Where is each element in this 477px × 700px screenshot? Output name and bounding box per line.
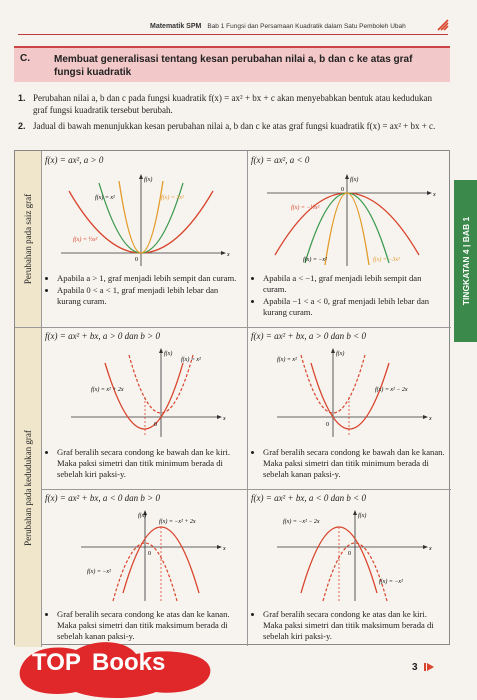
graph-a-neg-b-pos bbox=[41, 509, 247, 604]
bullet-point: • Apabila a < −1, graf menjadi lebih sempit dan curam. bbox=[263, 273, 447, 295]
svg-text:f(x) = −3x²: f(x) = −3x² bbox=[373, 257, 400, 263]
table-cell-a-pos-b-pos bbox=[41, 327, 247, 489]
svg-text:f(x) = x²: f(x) = x² bbox=[277, 357, 297, 363]
header-rule bbox=[18, 34, 448, 35]
effects-table bbox=[14, 150, 450, 645]
svg-text:f(x) = 3x²: f(x) = 3x² bbox=[161, 195, 184, 201]
bullet-point: • Apabila −1 < a < 0, graf menjadi lebih lebar dan kurang curam. bbox=[263, 296, 447, 318]
question-1 bbox=[18, 92, 448, 116]
cell-title: f(x) = ax² + bx, a > 0 dan b < 0 bbox=[251, 331, 366, 341]
svg-text:f(x): f(x) bbox=[138, 513, 147, 519]
table-cell-a-negative bbox=[247, 151, 451, 327]
row-label-size: Perubahan pada saiz graf bbox=[15, 151, 42, 327]
question-2 bbox=[18, 120, 448, 144]
cell-description bbox=[47, 273, 243, 308]
cell-description bbox=[47, 447, 243, 481]
question-text: Jadual di bawah menunjukkan kesan perubahan nilai a, b dan c ke atas graf fungsi kuadratik f(x) = ax² + bx + c. bbox=[33, 121, 436, 131]
bullet-point: • Graf beralih secara condong ke bawah dan ke kiri. Maka paksi simetri dan titik minimum berada di sebelah kiri paksi-y. bbox=[57, 447, 243, 480]
page-arrow-icon bbox=[424, 662, 434, 672]
bullet-point: • Apabila a > 1, graf menjadi lebih sempit dan curam. bbox=[57, 273, 243, 284]
graph-a-pos-b-pos bbox=[41, 347, 247, 442]
cell-title: f(x) = ax² + bx, a < 0 dan b < 0 bbox=[251, 493, 366, 503]
svg-text:0: 0 bbox=[341, 187, 344, 193]
publisher-mark-icon bbox=[436, 18, 450, 32]
bullet-point: • Graf beralih secara condong ke atas dan ke kiri. Maka paksi simetri dan titik maksimum berada di sebelah kiri paksi-y. bbox=[263, 609, 447, 642]
table-cell-a-neg-b-neg bbox=[247, 489, 451, 646]
graph-a-negative bbox=[247, 171, 451, 271]
bullet-point: • Graf beralih secara condong ke atas dan ke kanan. Maka paksi simetri dan titik maksimum berada di sebelah kanan paksi-y. bbox=[57, 609, 243, 642]
question-text: Perubahan nilai a, b dan c pada fungsi kuadratik f(x) = ax² + bx + c akan menyebabkan bentuk atau kedudukan graf fungsi kuadratik tersebut berubah. bbox=[33, 93, 433, 115]
cell-title: f(x) = ax² + bx, a > 0 dan b > 0 bbox=[45, 331, 160, 341]
svg-text:x: x bbox=[223, 416, 226, 422]
cell-title: f(x) = ax², a < 0 bbox=[251, 155, 310, 165]
svg-text:0: 0 bbox=[154, 422, 157, 428]
svg-text:f(x): f(x) bbox=[336, 351, 345, 357]
svg-text:x: x bbox=[433, 192, 436, 198]
svg-text:f(x) = −x² + 2x: f(x) = −x² + 2x bbox=[159, 519, 196, 525]
topbooks-logo bbox=[16, 630, 216, 700]
question-number: 2. bbox=[18, 121, 26, 131]
svg-text:f(x) = −x² − 2x: f(x) = −x² − 2x bbox=[283, 519, 320, 525]
table-cell-a-positive bbox=[41, 151, 247, 327]
svg-text:f(x): f(x) bbox=[350, 177, 359, 183]
svg-text:f(x): f(x) bbox=[144, 177, 153, 183]
table-cell-a-neg-b-pos bbox=[41, 489, 247, 646]
svg-text:f(x) = −½x²: f(x) = −½x² bbox=[291, 205, 320, 211]
svg-text:x: x bbox=[223, 546, 226, 552]
svg-text:x: x bbox=[227, 252, 230, 258]
svg-text:0: 0 bbox=[135, 257, 138, 263]
side-tab-label: TINGKATAN 4 | BAB 1 bbox=[460, 216, 471, 306]
svg-text:f(x) = x² + 2x: f(x) = x² + 2x bbox=[91, 387, 124, 393]
cell-description bbox=[253, 609, 447, 643]
question-number: 1. bbox=[18, 93, 26, 103]
table-cell-a-pos-b-neg bbox=[247, 327, 451, 489]
svg-text:f(x) = x²: f(x) = x² bbox=[95, 195, 115, 201]
svg-text:0: 0 bbox=[326, 422, 329, 428]
section-banner bbox=[14, 46, 450, 82]
bullet-point: • Graf beralih secara condong ke bawah dan ke kanan. Maka paksi simetri dan titik minimum berada di sebelah kanan paksi-y. bbox=[263, 447, 447, 480]
cell-description bbox=[253, 273, 447, 319]
page-header bbox=[0, 0, 477, 40]
svg-text:f(x): f(x) bbox=[164, 351, 173, 357]
svg-text:Books: Books bbox=[92, 649, 166, 676]
svg-text:x: x bbox=[429, 416, 432, 422]
section-letter: C. bbox=[20, 53, 30, 64]
chapter-side-tab bbox=[454, 180, 477, 342]
chapter-title: Bab 1 Fungsi dan Persamaan Kuadratik dalam Satu Pemboleh Ubah bbox=[207, 23, 406, 30]
cell-description bbox=[253, 447, 447, 481]
svg-text:f(x) = −x²: f(x) = −x² bbox=[87, 569, 111, 575]
cell-title: f(x) = ax² + bx, a < 0 dan b > 0 bbox=[45, 493, 160, 503]
svg-text:f(x) = x² − 2x: f(x) = x² − 2x bbox=[375, 387, 408, 393]
svg-text:f(x): f(x) bbox=[358, 513, 367, 519]
bullet-point: • Apabila 0 < a < 1, graf menjadi lebih lebar dan kurang curam. bbox=[57, 285, 243, 307]
svg-text:f(x) = ½x²: f(x) = ½x² bbox=[73, 237, 98, 243]
row-label-position: Perubahan pada kedudukan graf bbox=[15, 327, 42, 647]
svg-text:0: 0 bbox=[148, 551, 151, 557]
cell-title: f(x) = ax², a > 0 bbox=[45, 155, 104, 165]
svg-text:f(x) = −x²: f(x) = −x² bbox=[379, 579, 403, 585]
svg-text:f(x) = x²: f(x) = x² bbox=[181, 357, 201, 363]
graph-a-neg-b-neg bbox=[247, 509, 451, 604]
graph-a-pos-b-neg bbox=[247, 347, 451, 442]
graph-a-positive bbox=[41, 171, 247, 271]
svg-text:f(x) = −x²: f(x) = −x² bbox=[303, 257, 327, 263]
svg-text:x: x bbox=[429, 546, 432, 552]
header-text bbox=[150, 23, 406, 30]
svg-text:0: 0 bbox=[348, 551, 351, 557]
page-number: 3 bbox=[412, 662, 418, 673]
book-title: Matematik SPM bbox=[150, 23, 202, 30]
section-title: Membuat generalisasi tentang kesan perubahan nilai a, b dan c ke atas graf fungsi kuadratik bbox=[54, 54, 413, 78]
svg-text:TOP: TOP bbox=[32, 649, 81, 676]
